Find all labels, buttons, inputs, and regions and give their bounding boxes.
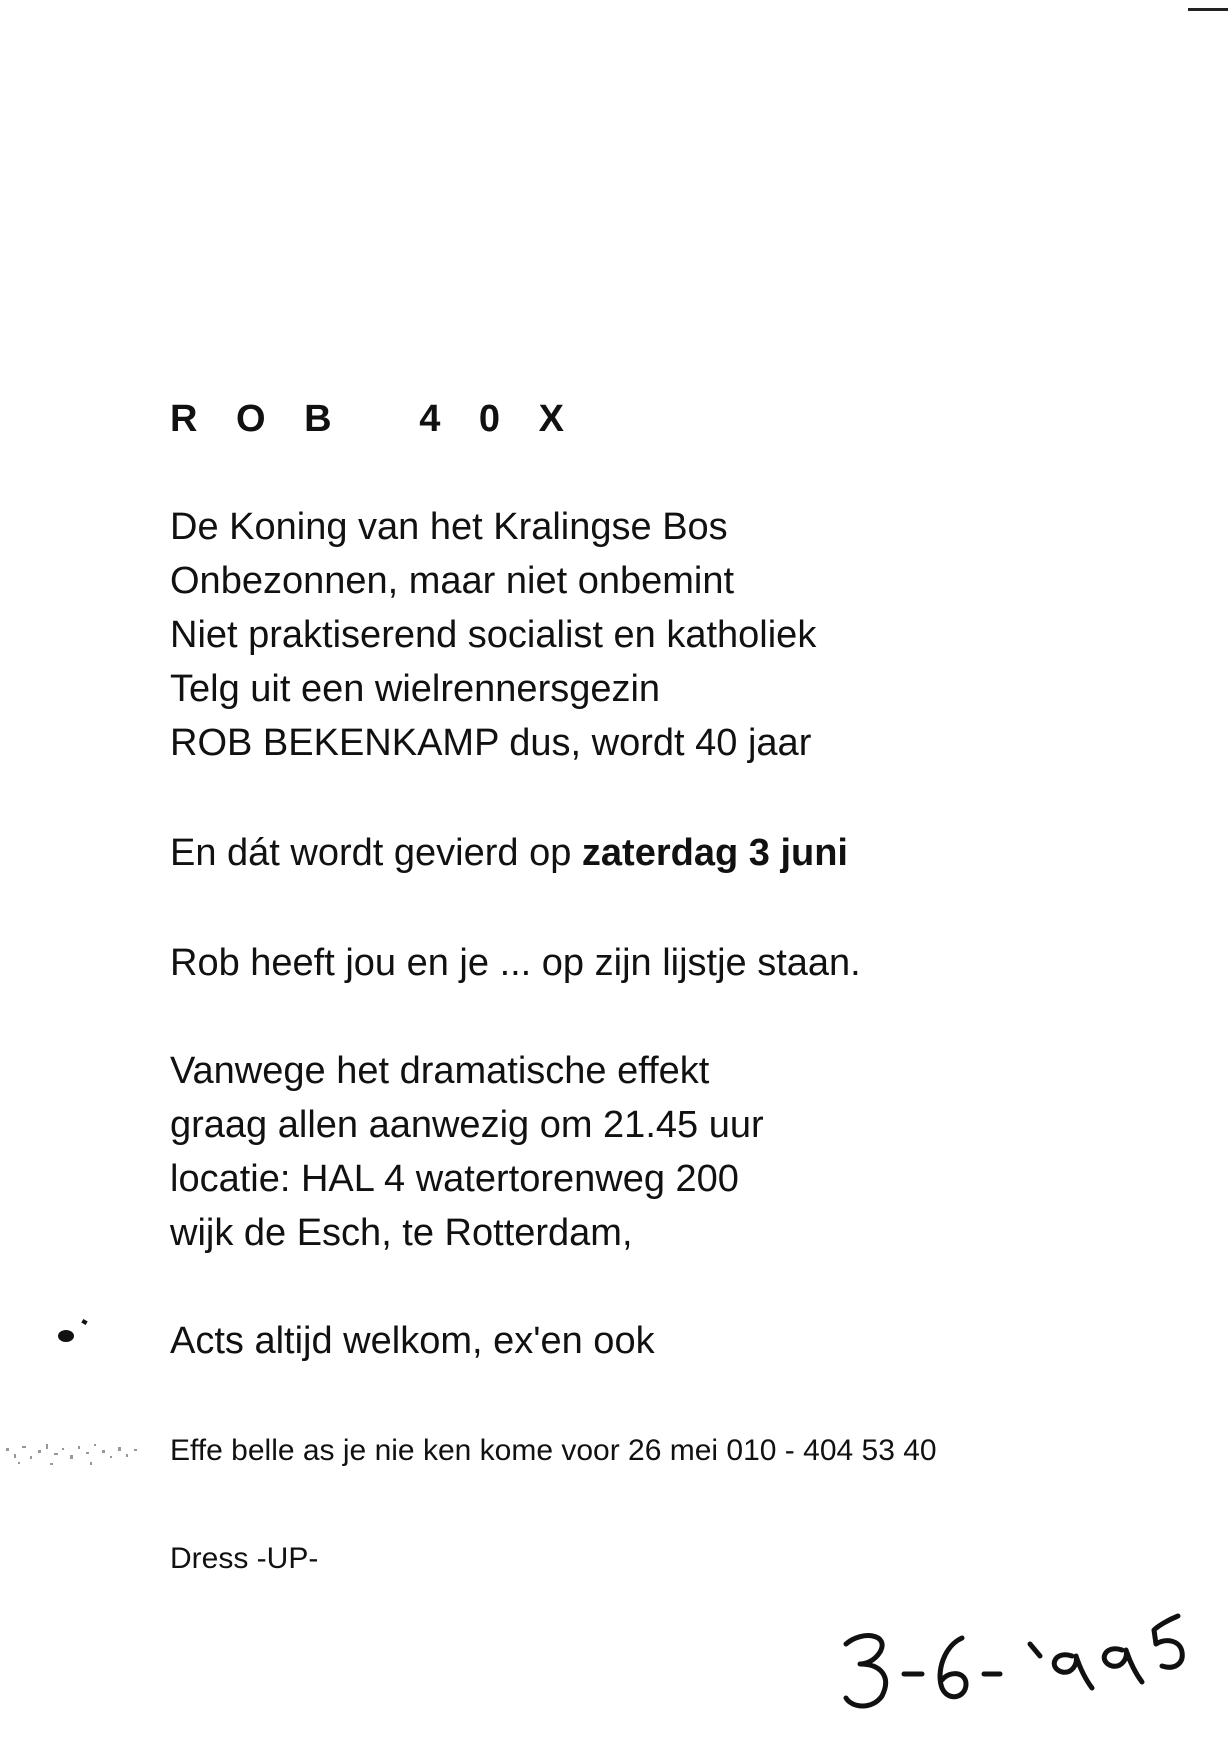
scan-noise — [0, 1434, 150, 1474]
poem-line: ROB BEKENKAMP dus, wordt 40 jaar — [170, 722, 812, 764]
ink-speck — [81, 1319, 87, 1325]
dress-code: Dress -UP- — [170, 1542, 319, 1575]
location-line: wijk de Esch, te Rotterdam, — [170, 1212, 633, 1254]
list-line: Rob heeft jou en je ... op zijn lijstje staan. — [170, 942, 861, 984]
call-line: Effe belle as je nie ken kome voor 26 mei 010 - 404 53 40 — [170, 1434, 937, 1467]
poem-line: Niet praktiserend socialist en katholiek — [170, 614, 817, 656]
party-prefix: En dát wordt gevierd op — [170, 832, 582, 874]
location-line: locatie: HAL 4 watertorenweg 200 — [170, 1158, 739, 1200]
ink-speck — [58, 1330, 74, 1342]
location-line: graag allen aanwezig om 21.45 uur — [170, 1104, 764, 1146]
poem-line: Telg uit een wielrennersgezin — [170, 668, 661, 710]
location-block — [170, 1044, 764, 1260]
poem-line: De Koning van het Kralingse Bos — [170, 506, 728, 548]
party-line — [170, 826, 848, 880]
poem-block — [170, 500, 816, 770]
invitation-title: R O B 4 0 X — [170, 398, 578, 440]
acts-line: Acts altijd welkom, ex'en ook — [170, 1320, 655, 1362]
location-line: Vanwege het dramatische effekt — [170, 1050, 710, 1092]
party-date: zaterdag 3 juni — [581, 832, 848, 874]
corner-mark — [1188, 8, 1228, 11]
poem-line: Onbezonnen, maar niet onbemint — [170, 560, 735, 602]
handwritten-date — [840, 1610, 1200, 1720]
